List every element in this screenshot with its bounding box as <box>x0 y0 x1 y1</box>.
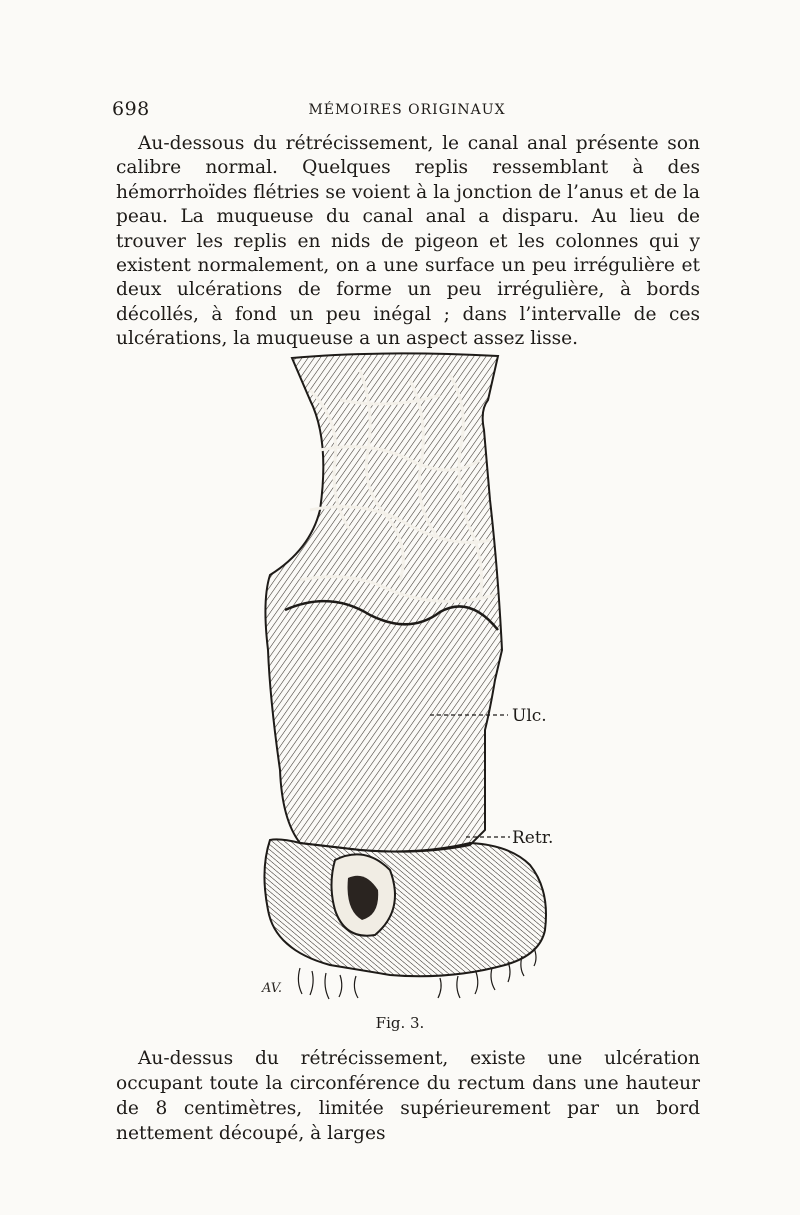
running-head: MÉMOIRES ORIGINAUX <box>308 102 506 118</box>
label-ulc: Ulc. <box>512 706 547 726</box>
lower-bulb <box>264 839 546 976</box>
artist-signature: AV. <box>262 981 282 996</box>
paragraph-2: Au-dessus du rétrécissement, existe une ulcération occupant toute la circonférence du rectum dans une hauteur de 8 centimètres, limitée supérieurement par un bord nettement découpé, à larges <box>116 1048 700 1144</box>
label-retr: Retr. <box>512 828 554 848</box>
anatomical-illustration <box>240 350 580 1010</box>
page-header <box>112 98 702 124</box>
figure-caption: Fig. 3. <box>375 1014 425 1032</box>
upper-mucosa <box>265 353 502 851</box>
page-number: 698 <box>112 98 150 120</box>
paragraph-1: Au-dessous du rétrécissement, le canal anal présente son calibre normal. Quelques replis ressemblant à des hémorrhoïdes flétries se voient à la jonction de l’anus et de la peau. La muqueuse du canal anal a disparu. Au lieu de trouver les replis en nids de pigeon et les colonnes qui y existent normalement, on a une surface un peu irrégulière et deux ulcérations de forme un peu irrégulière, à bords décollés, à fond un peu inégal ; dans l’intervalle de ces ulcérations, la muqueuse a un aspect assez lisse. <box>116 133 700 350</box>
rectum-specimen-drawing <box>240 350 580 1010</box>
